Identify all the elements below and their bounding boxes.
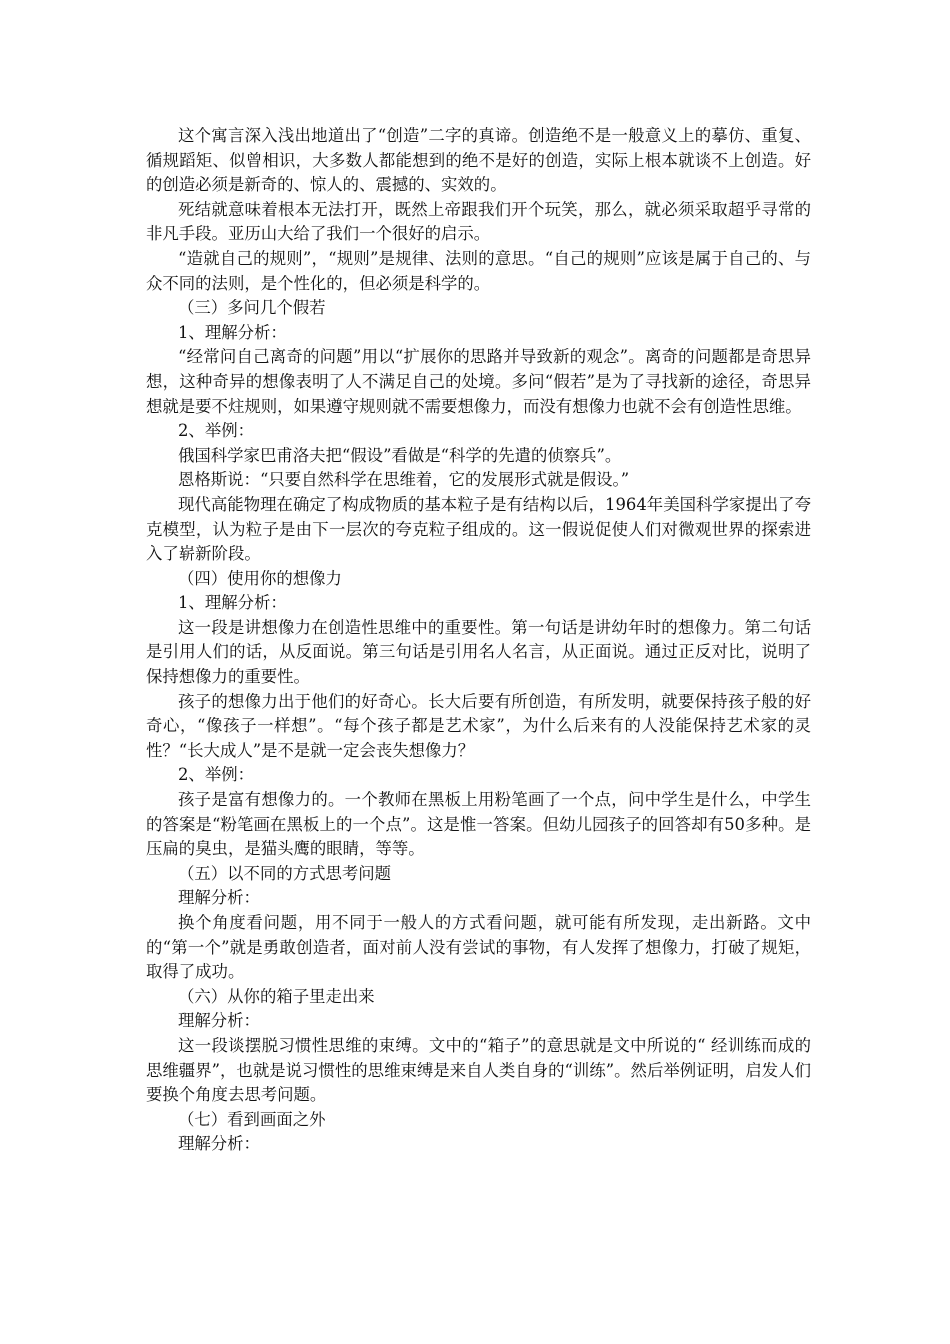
subheading-analysis-7: 理解分析：	[178, 1134, 260, 1154]
subheading-analysis-6: 理解分析：	[178, 1011, 260, 1031]
subheading-analysis-5: 理解分析：	[178, 888, 260, 908]
section-heading-3: （三）多问几个假若	[178, 298, 326, 318]
paragraph-ask-what-if: “经常问自己离奇的问题”用以“扩展你的思路并导致新的观念”。离奇的问题都是奇思异想，这种奇异的想像表明了人不满足自己的处境。多问“假若”是为了寻找新的途径，奇思异想就是要不炷规则，如果遵守规则就不需要想像力，而没有想像力也就不会有创造性思维。	[146, 347, 811, 416]
paragraph-imagination-importance: 这一段是讲想像力在创造性思维中的重要性。第一句话是讲幼年时的想像力。第二句话是引用人们的话，从反面说。第三句话是引用名人名言，从正面说。通过正反对比，说明了保持想像力的重要性。	[146, 617, 811, 687]
subheading-examples-4: 2、举例：	[178, 765, 254, 785]
subheading-analysis-3: 1、理解分析：	[178, 322, 287, 342]
subheading-examples-3: 2、举例：	[178, 421, 254, 441]
paragraph-different-angle: 换个角度看问题，用不同于一般人的方式看问题，就可能有所发现，走出新路。文中的“第一个”就是勇敢创造者，面对前人没有尝试的事物，有人发挥了想像力，打破了规矩，取得了成功。	[146, 913, 811, 982]
subheading-analysis-4: 1、理解分析：	[178, 593, 287, 613]
paragraph-quark-model: 现代高能物理在确定了构成物质的基本粒子是有结构以后，1964年美国科学家提出了夸克模型，认为粒子是由下一层次的夸克粒子组成的。这一假说促使人们对微观世界的探索进入了崭新阶段。	[146, 494, 811, 564]
paragraph-allegory-meaning: 这个寓言深入浅出地道出了“创造”二字的真谛。创造绝不是一般意义上的摹仿、重复、循规蹈矩、似曾相识，大多数人都能想到的绝不是好的创造，实际上根本就谈不上创造。好的创造必须是新奇的、惊人的、震撼的、实效的。	[146, 126, 811, 195]
paragraph-out-of-box: 这一段谈摆脱习惯性思维的束缚。文中的“箱子”的意思就是文中所说的“ 经训练而成的思维疆界”，也就是说习惯性的思维束缚是来自人类自身的“训练”。然后举例证明，启发人们要换个角度去思考问题。	[146, 1035, 811, 1105]
section-heading-6: （六）从你的箱子里走出来	[178, 986, 375, 1006]
paragraph-dead-knot: 死结就意味着根本无法打开，既然上帝跟我们开个玩笑，那么，就必须采取超乎寻常的非凡手段。亚历山大给了我们一个很好的启示。	[146, 199, 811, 244]
paragraph-own-rules: “造就自己的规则”，“规则”是规律、法则的意思。“自己的规则”应该是属于自己的、与众不同的法则，是个性化的，但必须是科学的。	[146, 248, 811, 293]
paragraph-chalk-dot: 孩子是富有想像力的。一个教师在黑板上用粉笔画了一个点，问中学生是什么，中学生的答案是“粉笔画在黑板上的一个点”。这是惟一答案。但幼儿园孩子的回答却有50多种。是压扁的臭虫，是猫头鹰的眼睛，等等。	[146, 790, 811, 859]
paragraph-pavlov: 俄国科学家巴甫洛夫把“假设”看做是“科学的先遣的侦察兵”。	[178, 445, 622, 465]
section-heading-4: （四）使用你的想像力	[178, 568, 342, 588]
section-heading-7: （七）看到画面之外	[178, 1109, 326, 1129]
section-heading-5: （五）以不同的方式思考问题	[178, 863, 392, 883]
document-body	[146, 124, 811, 1157]
paragraph-child-curiosity: 孩子的想像力出于他们的好奇心。长大后要有所创造，有所发明，就要保持孩子般的好奇心，“像孩子一样想”。“每个孩子都是艺术家”，为什么后来有的人没能保持艺术家的灵性？“长大成人”是不是就一定会丧失想像力？	[146, 691, 811, 760]
paragraph-engels: 恩格斯说：“只要自然科学在思维着，它的发展形式就是假设。”	[178, 470, 630, 490]
